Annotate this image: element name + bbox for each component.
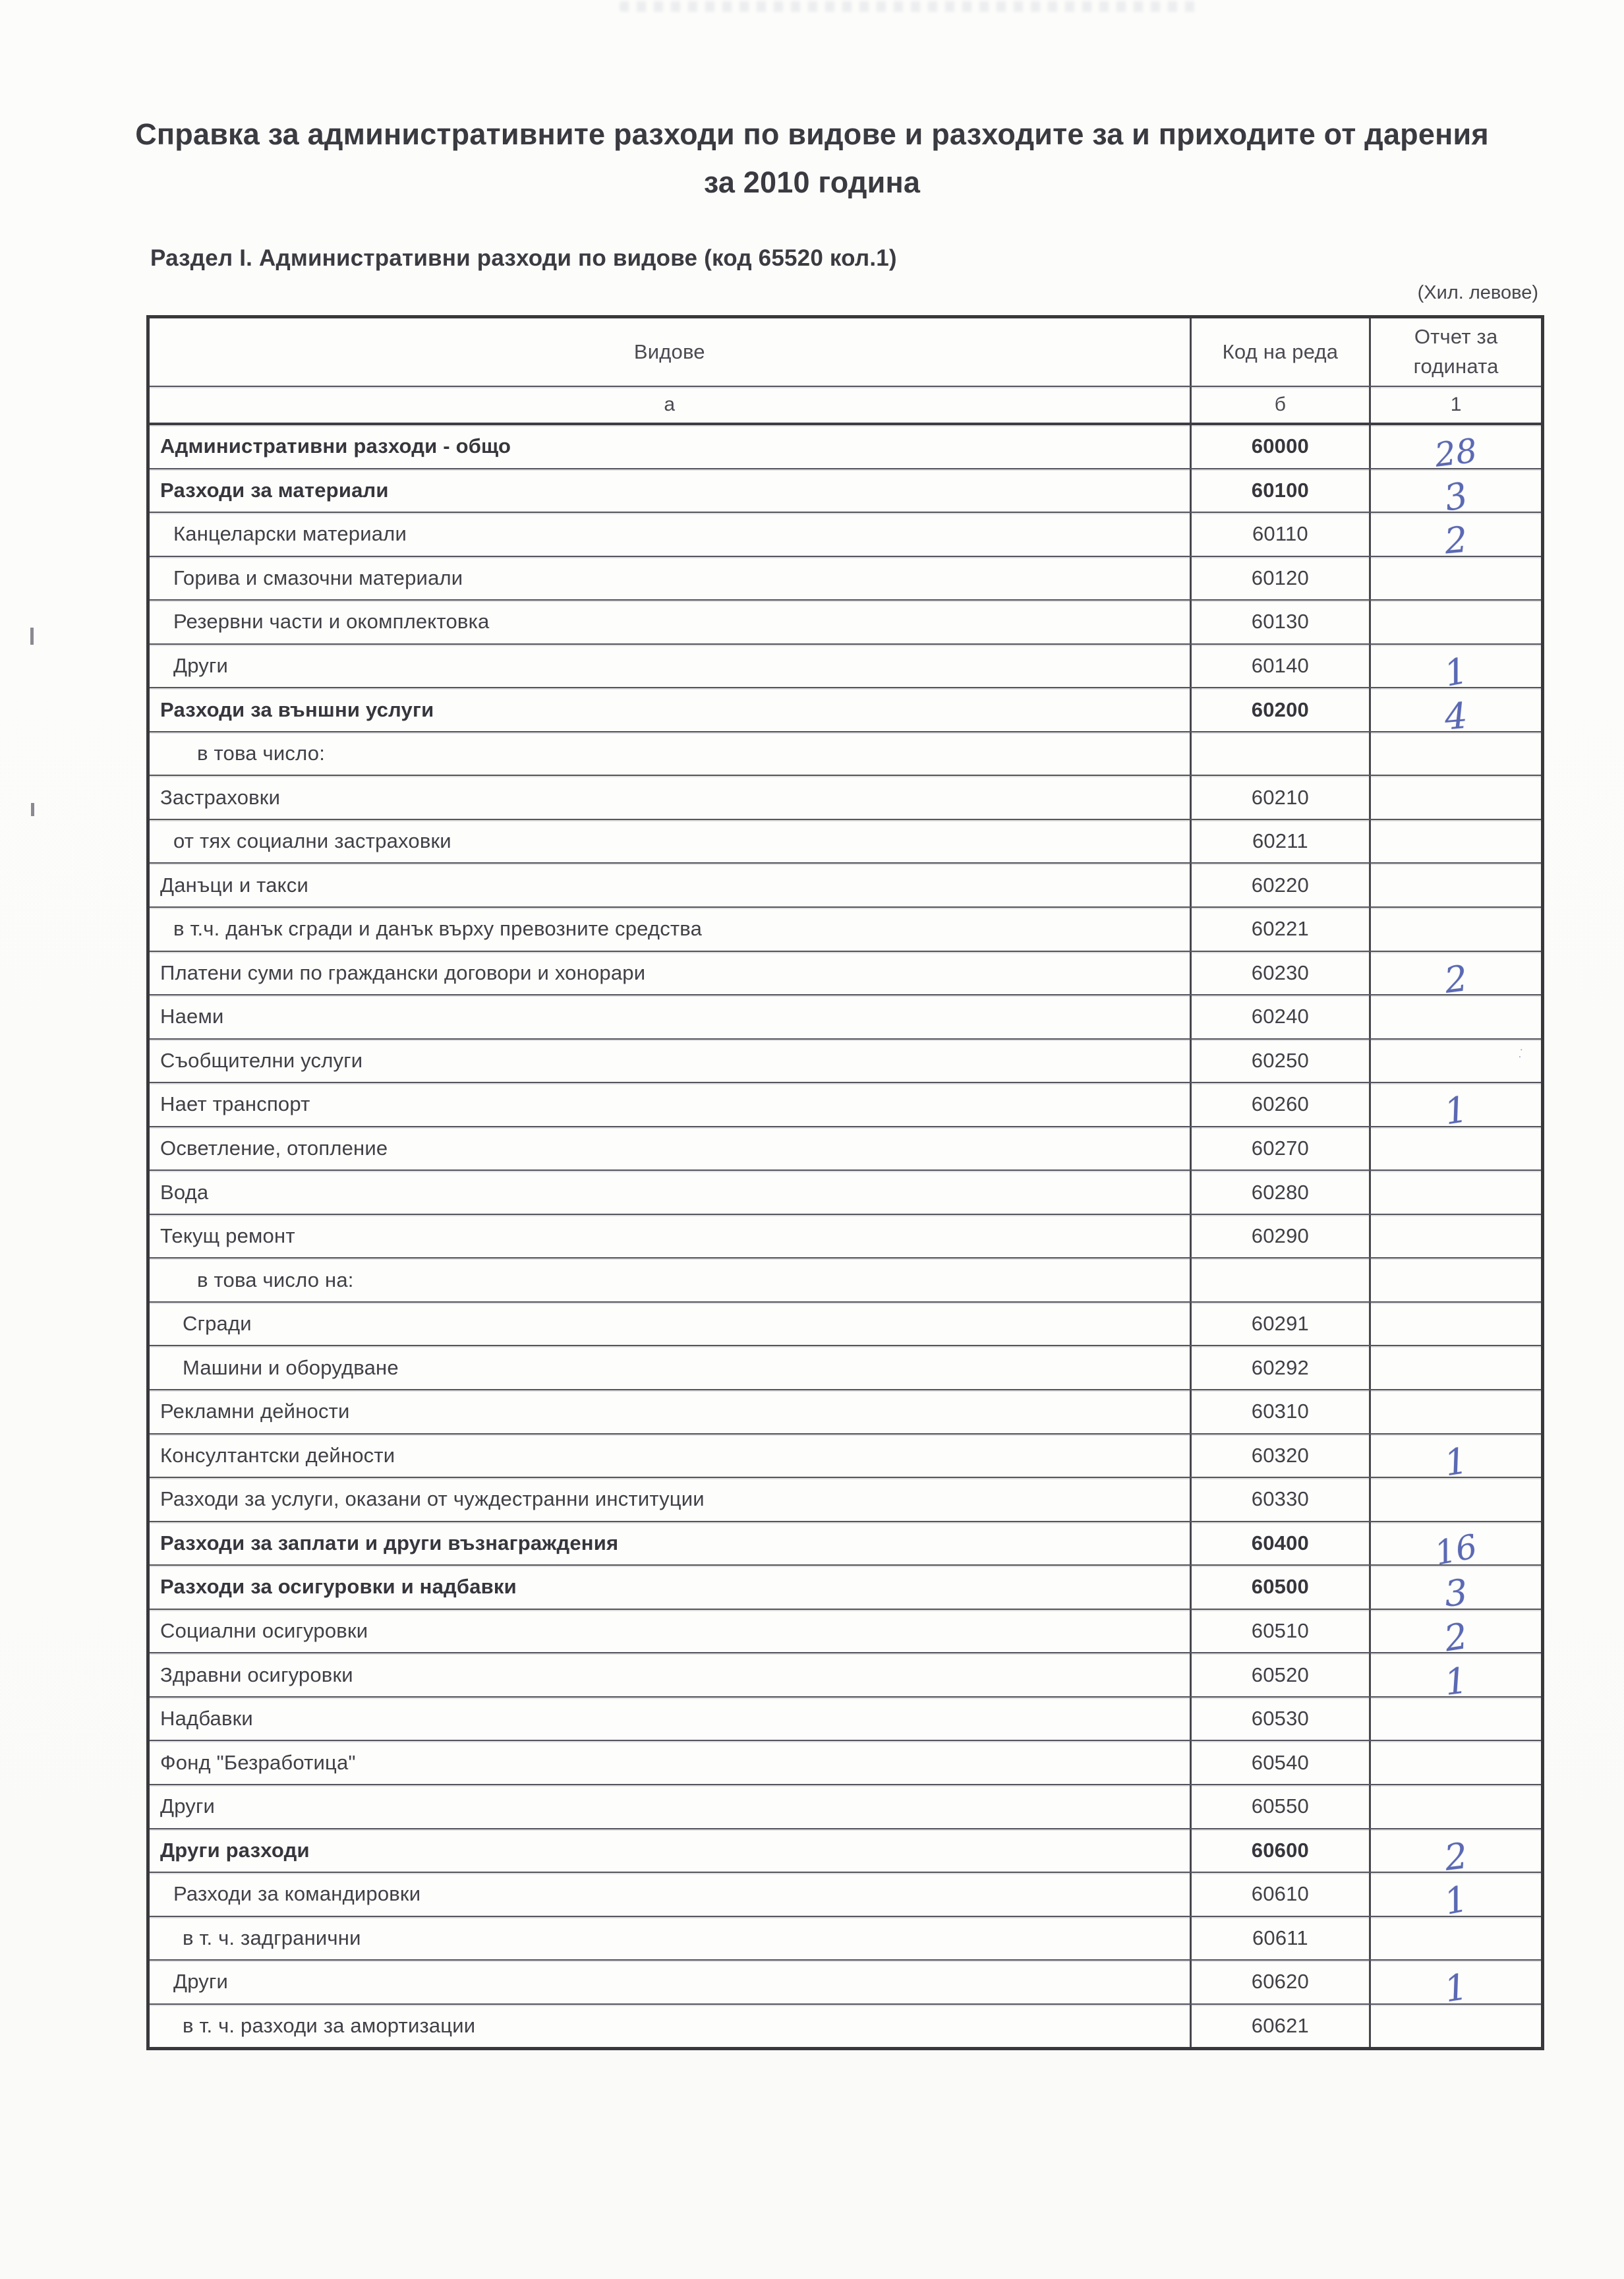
row-label: Машини и оборудване xyxy=(183,1355,399,1379)
row-code: 60510 xyxy=(1190,1610,1370,1653)
handwritten-value: 2 xyxy=(1442,957,1470,1001)
table-row xyxy=(150,1961,1541,2011)
section-heading: Раздел I. Административни разходи по видове (код 65520 кол.1) xyxy=(150,245,897,271)
table-row xyxy=(150,1785,1541,1829)
row-label: Разходи за услуги, оказани от чуждестранни институции xyxy=(160,1487,705,1511)
subheader-col-b: б xyxy=(1190,387,1370,423)
subheader-col-a: а xyxy=(664,394,676,415)
row-code xyxy=(1190,1258,1370,1301)
row-code: 60611 xyxy=(1190,1917,1370,1960)
table-row xyxy=(150,1390,1541,1435)
row-label: в т.ч. данък сгради и данък върху превозните средства xyxy=(173,917,703,941)
table-row xyxy=(150,1829,1541,1879)
table-row xyxy=(150,1171,1541,1215)
row-value-cell xyxy=(1369,688,1541,738)
row-label: Разходи за заплати и други възнаграждения xyxy=(160,1531,619,1554)
form-title xyxy=(92,111,1532,207)
row-label: Административни разходи - общо xyxy=(160,434,511,458)
table-body xyxy=(150,425,1541,2047)
row-value-cell xyxy=(1369,864,1541,906)
table-subheader-row xyxy=(150,387,1541,425)
table-row xyxy=(150,776,1541,820)
row-label: Резервни части и окомплектовка xyxy=(173,610,490,634)
row-value-cell xyxy=(1369,469,1541,519)
row-label: Канцеларски материали xyxy=(173,522,407,546)
row-label: Вода xyxy=(160,1180,209,1204)
row-value-cell xyxy=(1369,1653,1541,1703)
row-value-cell xyxy=(1369,1127,1541,1170)
row-label: Надбавки xyxy=(160,1707,253,1731)
table-row xyxy=(150,469,1541,519)
row-value-cell xyxy=(1369,1741,1541,1784)
row-value-cell xyxy=(1369,1346,1541,1389)
row-code: 60000 xyxy=(1190,425,1370,468)
row-value-cell xyxy=(1369,1083,1541,1133)
row-label: Осветление, отопление xyxy=(160,1137,388,1160)
row-code: 60291 xyxy=(1190,1303,1370,1346)
row-value-cell xyxy=(1369,1171,1541,1214)
row-label: Наеми xyxy=(160,1005,224,1028)
row-code xyxy=(1190,732,1370,775)
handwritten-value: 1 xyxy=(1442,1659,1470,1703)
row-label: Нает транспорт xyxy=(160,1092,310,1116)
row-code: 60550 xyxy=(1190,1785,1370,1828)
row-code: 60221 xyxy=(1190,908,1370,951)
row-value-cell xyxy=(1369,1829,1541,1879)
row-value-cell xyxy=(1369,1961,1541,2011)
table-row xyxy=(150,1215,1541,1259)
handwritten-value: 16 xyxy=(1432,1527,1481,1573)
row-code: 60210 xyxy=(1190,776,1370,819)
table-row xyxy=(150,1522,1541,1573)
row-value-cell xyxy=(1369,1258,1541,1301)
row-label: Други разходи xyxy=(160,1838,310,1862)
handwritten-value: 1 xyxy=(1441,1088,1471,1133)
table-row xyxy=(150,557,1541,601)
row-value-cell xyxy=(1369,557,1541,600)
row-label: Рекламни дейности xyxy=(160,1400,350,1423)
row-code: 60620 xyxy=(1190,1961,1370,2003)
subheader-col-1: 1 xyxy=(1369,387,1541,423)
table-row xyxy=(150,908,1541,952)
row-value-cell xyxy=(1369,601,1541,643)
row-label: Разходи за външни услуги xyxy=(160,697,434,721)
handwritten-value: 1 xyxy=(1441,1439,1471,1485)
table-row xyxy=(150,688,1541,738)
units-note: (Хил. левове) xyxy=(1417,282,1538,303)
column-header-row-code: Код на реда xyxy=(1190,318,1370,386)
row-value-cell xyxy=(1369,908,1541,951)
row-value-cell xyxy=(1369,1785,1541,1828)
row-code: 60320 xyxy=(1190,1435,1370,1477)
row-label: Други xyxy=(160,1794,216,1818)
row-label: в това число на: xyxy=(197,1268,354,1291)
row-code: 60260 xyxy=(1190,1083,1370,1126)
table-row xyxy=(150,1610,1541,1660)
handwritten-value: 3 xyxy=(1441,474,1472,519)
table-row xyxy=(150,1127,1541,1171)
table-row xyxy=(150,1653,1541,1703)
scan-speck xyxy=(31,803,34,816)
row-value-cell xyxy=(1369,776,1541,819)
row-code: 60100 xyxy=(1190,469,1370,512)
table-row xyxy=(150,1478,1541,1522)
table-row xyxy=(150,1303,1541,1347)
scan-bleed-artifact xyxy=(620,1,1200,12)
table-header-row xyxy=(150,318,1541,387)
row-code: 60130 xyxy=(1190,601,1370,643)
row-code: 60120 xyxy=(1190,557,1370,600)
row-code: 60310 xyxy=(1190,1390,1370,1433)
table-row xyxy=(150,952,1541,1001)
row-label: Фонд "Безработица" xyxy=(160,1750,356,1774)
table-row xyxy=(150,601,1541,645)
row-value-cell xyxy=(1369,1478,1541,1521)
row-value-cell xyxy=(1369,1390,1541,1433)
row-code: 60280 xyxy=(1190,1171,1370,1214)
row-label: Консултантски дейности xyxy=(160,1443,395,1467)
row-label: Други xyxy=(173,654,229,677)
row-code: 60500 xyxy=(1190,1566,1370,1609)
table-row xyxy=(150,820,1541,864)
handwritten-value: 28 xyxy=(1432,431,1480,475)
row-value-cell xyxy=(1369,1522,1541,1573)
table-row xyxy=(150,1698,1541,1742)
row-value-cell xyxy=(1369,1698,1541,1740)
row-value-cell xyxy=(1369,1435,1541,1485)
table-row xyxy=(150,1566,1541,1615)
row-label: Съобщителни услуги xyxy=(160,1048,363,1072)
row-code: 60530 xyxy=(1190,1698,1370,1740)
row-value-cell xyxy=(1369,732,1541,775)
row-value-cell xyxy=(1369,425,1541,475)
row-label: в това число: xyxy=(197,742,326,765)
row-label: Сгради xyxy=(183,1312,252,1336)
table-row xyxy=(150,1346,1541,1390)
row-value-cell xyxy=(1369,1303,1541,1346)
row-code: 60211 xyxy=(1190,820,1370,863)
expenses-table xyxy=(146,315,1544,2050)
table-row xyxy=(150,864,1541,908)
handwritten-value: 2 xyxy=(1441,1614,1471,1660)
row-code: 60520 xyxy=(1190,1653,1370,1696)
column-header-report: Отчет за годината xyxy=(1369,318,1541,386)
row-value-cell xyxy=(1369,995,1541,1038)
row-value-cell xyxy=(1369,952,1541,1001)
row-code: 60600 xyxy=(1190,1829,1370,1872)
row-label: Здравни осигуровки xyxy=(160,1663,353,1686)
row-label: Текущ ремонт xyxy=(160,1224,295,1248)
row-code: 60540 xyxy=(1190,1741,1370,1784)
table-row xyxy=(150,1917,1541,1961)
row-value-cell xyxy=(1369,513,1541,562)
table-row xyxy=(150,1040,1541,1084)
table-row xyxy=(150,1258,1541,1303)
table-row xyxy=(150,732,1541,777)
row-code: 60292 xyxy=(1190,1346,1370,1389)
row-code: 60140 xyxy=(1190,645,1370,688)
column-header-types: Видове xyxy=(633,340,705,363)
table-row xyxy=(150,1741,1541,1785)
row-value-cell xyxy=(1369,1040,1541,1082)
table-row xyxy=(150,513,1541,562)
row-label: Застраховки xyxy=(160,785,281,809)
row-label: в т. ч. разходи за амортизации xyxy=(183,2013,476,2037)
row-code: 60110 xyxy=(1190,513,1370,556)
row-code: 60200 xyxy=(1190,688,1370,731)
row-code: 60240 xyxy=(1190,995,1370,1038)
row-label: в т. ч. задгранични xyxy=(183,1926,361,1949)
row-value-cell xyxy=(1369,2005,1541,2048)
row-label: Разходи за командировки xyxy=(173,1882,421,1906)
handwritten-value: 2 xyxy=(1442,1834,1470,1879)
row-code: 60400 xyxy=(1190,1522,1370,1565)
row-code: 60230 xyxy=(1190,952,1370,995)
table-row xyxy=(150,645,1541,695)
row-label: Платени суми по граждански договори и хонорари xyxy=(160,961,646,984)
row-label: Други xyxy=(173,1970,229,1994)
row-value-cell xyxy=(1369,1917,1541,1960)
row-value-cell xyxy=(1369,820,1541,863)
table-row xyxy=(150,1083,1541,1133)
handwritten-value: 4 xyxy=(1443,694,1470,738)
form-title-line1: Справка за административните разходи по видове и разходите за и приходите от дарения xyxy=(135,117,1489,151)
row-code: 60220 xyxy=(1190,864,1370,906)
row-code: 60621 xyxy=(1190,2005,1370,2048)
row-code: 60290 xyxy=(1190,1215,1370,1258)
row-code: 60330 xyxy=(1190,1478,1370,1521)
row-value-cell xyxy=(1369,645,1541,695)
row-label: от тях социални застраховки xyxy=(173,829,451,853)
row-label: Горива и смазочни материали xyxy=(173,566,463,589)
table-row xyxy=(150,1873,1541,1924)
row-label: Социални осигуровки xyxy=(160,1619,368,1643)
table-row xyxy=(150,2005,1541,2048)
row-code: 60270 xyxy=(1190,1127,1370,1170)
row-value-cell xyxy=(1369,1566,1541,1615)
handwritten-value: 2 xyxy=(1443,518,1470,562)
row-label: Разходи за материали xyxy=(160,478,389,502)
form-title-line2: за 2010 година xyxy=(703,165,921,199)
handwritten-value: 1 xyxy=(1441,649,1472,695)
table-row xyxy=(150,425,1541,475)
row-value-cell xyxy=(1369,1873,1541,1924)
row-label: Разходи за осигуровки и надбавки xyxy=(160,1575,517,1599)
handwritten-value: 1 xyxy=(1441,1878,1472,1924)
row-label: Данъци и такси xyxy=(160,873,308,897)
handwritten-value: 1 xyxy=(1441,1966,1471,2011)
table-row xyxy=(150,995,1541,1040)
scan-speck xyxy=(30,628,34,645)
row-code: 60250 xyxy=(1190,1040,1370,1082)
table-row xyxy=(150,1435,1541,1485)
row-code: 60610 xyxy=(1190,1873,1370,1916)
row-value-cell xyxy=(1369,1215,1541,1258)
handwritten-value: 3 xyxy=(1443,1572,1470,1615)
row-value-cell xyxy=(1369,1610,1541,1660)
